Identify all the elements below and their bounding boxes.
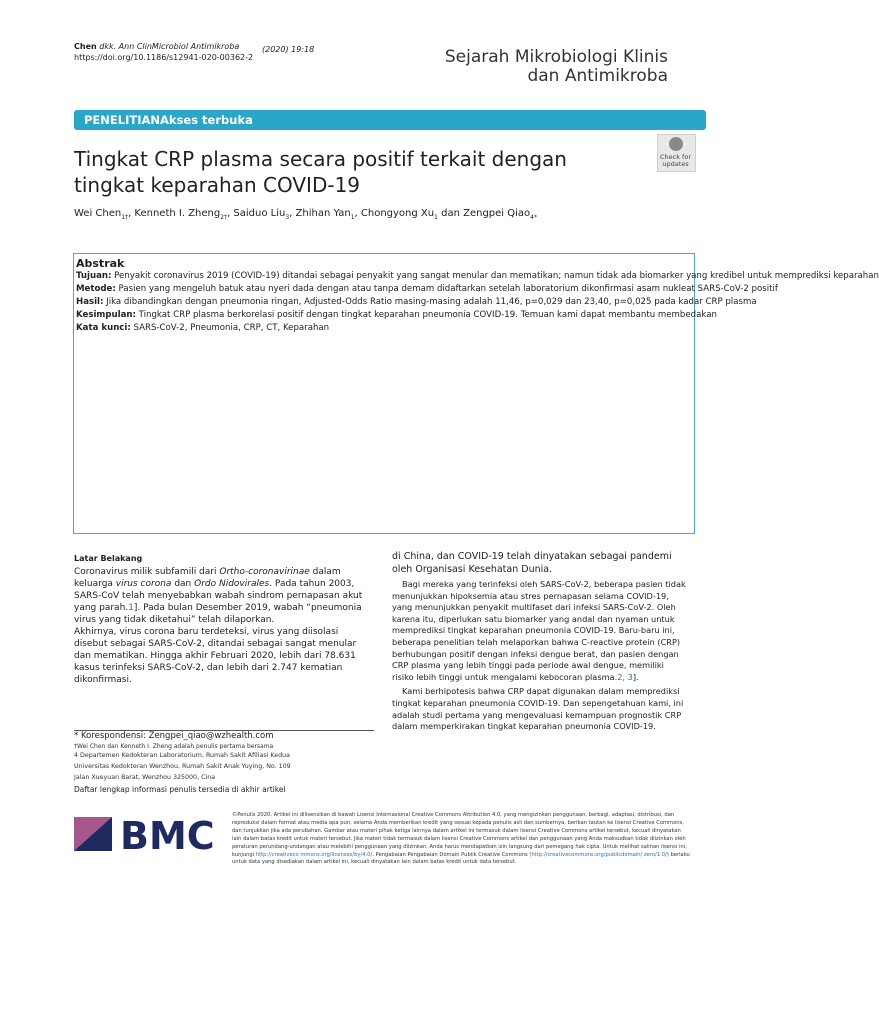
author-affil: 1† bbox=[121, 214, 129, 221]
author-affil: 1 bbox=[434, 214, 438, 221]
journal-name bbox=[445, 48, 668, 86]
article-title: Tingkat CRP plasma secara positif terkait dengan tingkat keparahan COVID-19 bbox=[74, 147, 567, 197]
year-volume: (2020) 19:18 bbox=[262, 45, 315, 54]
journal-name-line2: dan Antimikroba bbox=[527, 66, 668, 86]
affiliation-line: Universitas Kedokteran Wenzhou, Rumah Sakit Anak Yuying, No. 109 bbox=[74, 763, 291, 770]
abstract-conclusion bbox=[76, 310, 717, 320]
abstract-text: Jika dibandingkan dengan pneumonia ringan, Adjusted-Odds Ratio masing-masing adalah 11,46, p=0,029 dan 23,40, p=0,025 pada kadar CRP plasma bbox=[103, 297, 757, 307]
author-name[interactable]: Wei Chen bbox=[74, 208, 122, 219]
abstract-label: Kesimpulan: bbox=[76, 310, 136, 320]
author-name[interactable]: Chongyong Xu bbox=[360, 208, 435, 219]
right-column-body bbox=[392, 550, 688, 733]
affiliation-line: Jalan Xueyuan Barat, Wenzhou 325000, Cina bbox=[74, 774, 216, 781]
author-name[interactable]: Zhihan Yan bbox=[295, 208, 351, 219]
article-type-label: PENELITIANAkses terbuka bbox=[84, 113, 253, 127]
abstract-results bbox=[76, 297, 757, 307]
author-affil: 2† bbox=[220, 214, 228, 221]
public-domain-link[interactable]: http://creativecommons.org/publicdomain/ zero/1.0/ bbox=[531, 851, 667, 858]
abstract-heading: Abstrak bbox=[76, 257, 125, 270]
abstract-methods bbox=[76, 284, 778, 294]
reference-link[interactable]: 1 bbox=[128, 603, 134, 613]
bmc-logo-text: BMC bbox=[120, 814, 215, 858]
abstract-text: Penyakit coronavirus 2019 (COVID-19) ditandai sebagai penyakit yang sangat menular dan mematikan; namun tidak ada biomarker yang kredibel untuk memprediksi keparahan bbox=[111, 271, 879, 281]
author-name[interactable]: Kenneth I. Zheng bbox=[134, 208, 221, 219]
abstract-label: Kata kunci: bbox=[76, 323, 131, 333]
reference-link[interactable]: 2, 3 bbox=[617, 671, 633, 682]
citation-author: Chen bbox=[74, 42, 97, 51]
body-paragraph: di China, dan COVID-19 telah dinyatakan sebagai pandemi oleh Organisasi Kesehatan Dunia. bbox=[392, 551, 672, 575]
author-affil: 3 bbox=[285, 214, 290, 221]
affiliation-line: 4 Departemen Kedokteran Laboratorium, Rumah Sakit Afiliasi Kedua bbox=[74, 752, 290, 759]
bmc-logo-icon bbox=[74, 814, 215, 858]
abstract-text: Pasien yang mengeluh batuk atau nyeri dada dengan atau tanpa demam didaftarkan setelah laboratorium dikonfirmasi asam nukleat SARS-CoV-2 positif bbox=[115, 284, 778, 294]
equal-contribution-note: †Wei Chen dan Kenneth I. Zheng adalah penulis pertama bersama bbox=[74, 743, 274, 750]
correspondence-note[interactable]: * Korespondensi: Zengpei_qiao@wzhealth.com bbox=[74, 731, 274, 741]
body-paragraph: Bagi mereka yang terinfeksi oleh SARS-CoV-2, beberapa pasien tidak menunjukkan hipoksemia atau stres pernapasan selama COVID-19, yang menunjukkan penyakit multifaset dari infeksi SARS-CoV-2. Oleh karena itu, diperlukan satu biomarker yang andal dan nyaman untuk memprediksi tingkat keparahan pneumonia COVID-19. Baru-baru ini, beberapa penelitian telah melaporkan bahwa C-reactive protein (CRP) berhubungan positif dengan infeksi dengue berat, dan pasien dengan CRP plasma yang lebih tinggi pada periode awal dengue, memiliki risiko lebih tinggi untuk mengalami kebocoran plasma.2, 3]. bbox=[392, 579, 686, 682]
background-paragraph: Akhirnya, virus corona baru terdeteksi, virus yang diisolasi disebut sebagai SARS-CoV-2, ditandai sebagai sangat menular dan mematikan. Hingga akhir Februari 2020, lebih dari 78.631 kasus terinfeksi SARS-CoV-2, dan lebih dari 2.747 kematian dikonfirmasi. bbox=[74, 627, 357, 685]
abstract-text: Tingkat CRP plasma berkorelasi positif dengan tingkat keparahan pneumonia COVID-19. Temuan kami dapat membantu membedakan bbox=[135, 310, 717, 320]
license-link[interactable]: http://creativeco mmons.org/licenses/by/4.0/ bbox=[255, 851, 373, 858]
citation-journal: dkk. Ann ClinMicrobiol Antimikroba bbox=[99, 42, 240, 51]
author-affil: 4* bbox=[530, 214, 537, 221]
abstract-label: Metode: bbox=[76, 284, 116, 294]
body-paragraph: Kami berhipotesis bahwa CRP dapat digunakan dalam memprediksi tingkat keparahan pneumonia COVID-19. Dan sepengetahuan kami, ini adalah studi pertama yang mengevaluasi kemampuan prognostik CRP dalam memperkirakan tingkat keparahan pneumonia COVID-19. bbox=[392, 686, 684, 732]
abstract-box bbox=[73, 253, 879, 534]
check-updates-circle-icon bbox=[669, 137, 683, 151]
check-updates-text: Check for updates bbox=[660, 153, 691, 168]
background-paragraph: Coronavirus milik subfamili dari Ortho-coronavirinae dalam keluarga virus corona dan Ordo Nidovirales. Pada tahun 2003, SARS-CoV telah menyebabkan wabah sindrom pernapasan akut yang parah.1]. Pada bulan Desember 2019, wabah “pneumonia virus yang tidak diketahui” telah dilaporkan. bbox=[74, 567, 363, 625]
abstract-label: Tujuan: bbox=[76, 271, 112, 281]
journal-name-line1: Sejarah Mikrobiologi Klinis bbox=[444, 47, 668, 67]
abstract-label: Hasil: bbox=[76, 297, 104, 307]
abstract-objective bbox=[76, 271, 879, 281]
abstract-keywords bbox=[76, 323, 329, 333]
doi-link[interactable]: https://doi.org/10.1186/s12941-020-00362-2 bbox=[74, 53, 254, 62]
author-affil: 1 bbox=[350, 214, 355, 221]
background-body bbox=[74, 566, 374, 686]
abstract-text: SARS-CoV-2, Pneumonia, CRP, CT, Keparahan bbox=[130, 323, 330, 333]
author-list: Wei Chen$_{1\dagger}$, Kenneth I. Zheng$_{2\dagger}$, Saiduo Liu$_3$, Zhihan Yan$_1$, Chongyong $Xu_1$ dan Zengpei Qiao$_{4*}$ bbox=[74, 208, 537, 221]
author-info-note: Daftar lengkap informasi penulis tersedia di akhir artikel bbox=[74, 785, 286, 794]
background-heading: Latar Belakang bbox=[74, 554, 143, 563]
license-text: ©Penulis 2020. Artikel ini dilisensikan di bawah Lisensi Internasional Creative Commons Attribution 4.0, yang mengizinkan penggunaan, berbagi, adaptasi, distribusi, dan reproduksi dalam format atau media apa pun, selama Anda memberikan kredit yang sesuai kepada penulis asli dan sumbernya, berikan tautan ke lisensi Creative Commons, dan tunjukkan jika ada perubahan. Gambar atau materi pihak ketiga lainnya dalam artikel ini termasuk dalam lisensi Creative Commons artikel tersebut, kecuali dinyatakan lain dalam batas kredit untuk materi tersebut. Jika materi tidak termasuk dalam lisensi Creative Commons artikel dan penggunaan yang Anda maksudkan tidak diizinkan oleh peraturan perundang-undangan atau melebihi penggunaan yang diizinkan, Anda harus mendapatkan izin langsung dari pemegang hak cipta. Untuk melihat salinan lisensi ini, kunjungi http://creativeco mmons.org/licenses/by/4.0/. Pengabaian Pengabaian Domain Publik Creative Commons (http://creativecommons.org/publicdomain/ zero/1.0/) berlaku untuk data yang disediakan dalam artikel ini, kecuali dinyatakan lain dalam batas kredit untuk data tersebut. bbox=[232, 812, 690, 866]
author-name[interactable]: dan Zengpei Qiao bbox=[441, 208, 531, 219]
citation-header bbox=[74, 41, 253, 63]
author-name[interactable]: Saiduo Liu bbox=[233, 208, 286, 219]
